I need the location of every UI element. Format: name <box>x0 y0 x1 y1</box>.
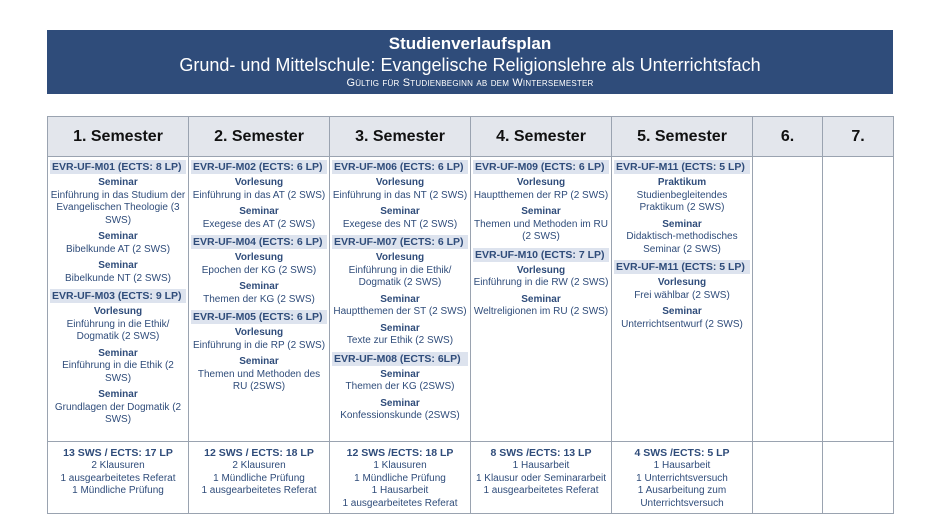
course-type: Vorlesung <box>375 252 425 263</box>
exam-item: 2 Klausuren <box>91 460 145 471</box>
course-type: Praktikum <box>657 177 707 188</box>
module-code-badge: EVR-UF-M09 (ECTS: 6 LP) <box>473 160 609 174</box>
semester-header: 2. Semester <box>189 117 330 157</box>
module-row <box>48 157 894 442</box>
module-code-badge: EVR-UF-M07 (ECTS: 6 LP) <box>332 235 468 249</box>
exam-item: 1 ausgearbeitetes Referat <box>483 485 599 496</box>
title-banner <box>47 30 893 94</box>
module-code-badge: EVR-UF-M11 (ECTS: 5 LP) <box>614 160 750 174</box>
course-entry <box>191 281 327 306</box>
course-type: Seminar <box>98 260 138 271</box>
module-code-badge: EVR-UF-M11 (ECTS: 5 LP) <box>614 260 750 274</box>
course-description: Themen der KG (2SWS) <box>345 381 455 392</box>
course-description: Themen und Methoden im RU (2 SWS) <box>474 218 608 242</box>
semester-summary <box>823 442 893 444</box>
course-entry <box>332 369 468 394</box>
module-code-badge: EVR-UF-M06 (ECTS: 6 LP) <box>332 160 468 174</box>
course-description: Hauptthemen der ST (2 SWS) <box>333 306 467 317</box>
page-title: Studienverlaufsplan <box>388 34 552 53</box>
course-entry <box>50 389 186 427</box>
exam-item: 1 ausgearbeitetes Referat <box>201 485 317 496</box>
course-description: Bibelkunde AT (2 SWS) <box>65 243 171 255</box>
course-type: Seminar <box>380 206 420 217</box>
course-entry <box>191 252 327 277</box>
course-entry <box>614 277 750 302</box>
semester-header-row <box>48 117 894 157</box>
course-entry <box>614 306 750 331</box>
course-description: Studienbegleitendes Praktikum (2 SWS) <box>636 189 728 213</box>
semester-modules <box>189 157 329 394</box>
exam-item: 1 Klausur oder Seminararbeit <box>475 472 607 484</box>
semester-summary <box>471 442 611 498</box>
course-entry <box>473 177 609 202</box>
course-type: Seminar <box>98 347 138 359</box>
course-entry <box>473 206 609 244</box>
exam-item: 1 Ausarbeitung zum Unterrichtsversuch <box>637 485 727 509</box>
course-type: Seminar <box>662 218 702 230</box>
course-description: Einführung in das AT (2 SWS) <box>192 189 326 201</box>
course-type: Vorlesung <box>234 177 284 188</box>
semester-header: 4. Semester <box>471 117 612 157</box>
module-code-badge: EVR-UF-M05 (ECTS: 6 LP) <box>191 310 327 324</box>
course-description: Exegese des AT (2 SWS) <box>202 218 316 230</box>
module-code-badge: EVR-UF-M04 (ECTS: 6 LP) <box>191 235 327 249</box>
course-type: Seminar <box>98 177 138 188</box>
semester-summary-cell <box>471 442 612 514</box>
semester-modules <box>753 157 822 159</box>
semester-cell <box>753 157 823 442</box>
semester-summary-cell <box>330 442 471 514</box>
exam-item: 1 Mündliche Prüfung <box>72 485 164 496</box>
semester-header: 6. <box>753 117 823 157</box>
course-entry <box>332 206 468 231</box>
exam-item: 1 Hausarbeit <box>512 460 570 471</box>
course-description: Exegese des NT (2 SWS) <box>342 218 458 230</box>
course-entry <box>191 356 327 394</box>
study-plan-table <box>47 116 894 514</box>
course-entry <box>614 219 750 257</box>
course-entry <box>332 177 468 202</box>
course-type: Seminar <box>239 281 279 292</box>
semester-summary-cell <box>823 442 894 514</box>
semester-header: 3. Semester <box>330 117 471 157</box>
course-entry <box>191 177 327 202</box>
semester-modules <box>330 157 470 423</box>
course-description: Themen der KG (2 SWS) <box>203 293 315 305</box>
exam-item: 1 Mündliche Prüfung <box>354 472 446 484</box>
course-description: Einführung in die Ethik/ Dogmatik (2 SWS) <box>66 318 170 342</box>
semester-cell <box>823 157 894 442</box>
page-subtitle: Grund- und Mittelschule: Evangelische Religionslehre als Unterrichtsfach <box>179 55 761 75</box>
exam-item: 1 ausgearbeitetes Referat <box>342 497 458 509</box>
exam-item: 1 Mündliche Prüfung <box>213 472 305 484</box>
course-description: Einführung in die Ethik (2 SWS) <box>62 360 174 384</box>
course-description: Texte zur Ethik (2 SWS) <box>346 335 454 346</box>
course-description: Einführung in das Studium der Evangelischen Theologie (3 SWS) <box>50 189 186 226</box>
course-description: Themen und Methoden des RU (2SWS) <box>197 368 321 392</box>
course-entry <box>50 231 186 256</box>
module-code-badge: EVR-UF-M08 (ECTS: 6LP) <box>332 352 468 366</box>
exam-item: 2 Klausuren <box>232 460 286 471</box>
module-code-badge: EVR-UF-M03 (ECTS: 9 LP) <box>50 289 186 303</box>
course-description: Hauptthemen der RP (2 SWS) <box>473 189 609 201</box>
course-type: Seminar <box>380 322 420 334</box>
semester-summary-cell <box>612 442 753 514</box>
course-entry <box>50 306 186 344</box>
sws-ects-total: 8 SWS /ECTS: 13 LP <box>490 447 592 459</box>
course-description: Frei wählbar (2 SWS) <box>634 289 730 301</box>
course-type: Seminar <box>380 293 420 305</box>
course-description: Konfessionskunde (2SWS) <box>340 410 460 421</box>
validity-note: Gültig für Studienbeginn ab dem Wintersemester <box>346 77 594 89</box>
course-entry <box>191 327 327 352</box>
sws-ects-total: 12 SWS / ECTS: 18 LP <box>204 447 314 459</box>
semester-header: 7. <box>823 117 894 157</box>
course-entry <box>614 177 750 215</box>
semester-summary <box>189 442 329 498</box>
course-entry <box>332 294 468 319</box>
course-type: Vorlesung <box>657 277 707 288</box>
semester-summary <box>48 442 188 498</box>
course-description: Weltreligionen im RU (2 SWS) <box>473 306 609 317</box>
exam-item: 1 ausgearbeitetes Referat <box>60 472 176 484</box>
course-type: Vorlesung <box>516 177 566 188</box>
course-entry <box>332 323 468 348</box>
semester-header: 5. Semester <box>612 117 753 157</box>
course-description: Grundlagen der Dogmatik (2 SWS) <box>54 401 182 425</box>
summary-row <box>48 442 894 514</box>
semester-summary <box>330 442 470 510</box>
semester-modules <box>471 157 611 319</box>
semester-cell <box>48 157 189 442</box>
course-type: Vorlesung <box>93 306 143 317</box>
semester-cell <box>471 157 612 442</box>
course-entry <box>473 265 609 290</box>
course-type: Seminar <box>662 306 702 317</box>
module-code-badge: EVR-UF-M02 (ECTS: 6 LP) <box>191 160 327 174</box>
course-description: Einführung in die RP (2 SWS) <box>192 339 326 351</box>
course-entry <box>332 252 468 290</box>
semester-summary <box>612 442 752 510</box>
course-entry <box>50 260 186 285</box>
semester-modules <box>48 157 188 427</box>
course-type: Seminar <box>521 293 561 305</box>
module-code-badge: EVR-UF-M01 (ECTS: 8 LP) <box>50 160 186 174</box>
semester-cell <box>330 157 471 442</box>
course-description: Einführung in das NT (2 SWS) <box>332 189 468 201</box>
semester-summary-cell <box>189 442 330 514</box>
course-type: Seminar <box>380 397 420 409</box>
semester-modules <box>823 157 893 159</box>
semester-summary-cell <box>48 442 189 514</box>
exam-item: 1 Klausuren <box>373 460 427 471</box>
course-type: Seminar <box>380 368 420 380</box>
course-description: Epochen der KG (2 SWS) <box>201 264 317 276</box>
course-type: Seminar <box>239 356 279 367</box>
course-entry <box>332 398 468 423</box>
semester-cell <box>612 157 753 442</box>
exam-item: 1 Hausarbeit <box>653 460 711 471</box>
course-description: Bibelkunde NT (2 SWS) <box>65 272 171 284</box>
course-entry <box>50 348 186 386</box>
semester-cell <box>189 157 330 442</box>
sws-ects-total: 4 SWS /ECTS: 5 LP <box>634 447 730 459</box>
course-type: Seminar <box>521 206 561 217</box>
course-type: Seminar <box>98 389 138 400</box>
course-type: Vorlesung <box>234 252 284 263</box>
semester-summary-cell <box>753 442 823 514</box>
course-type: Seminar <box>239 206 279 217</box>
course-entry <box>473 294 609 319</box>
course-type: Seminar <box>98 231 138 242</box>
course-entry <box>50 177 186 227</box>
sws-ects-total: 13 SWS / ECTS: 17 LP <box>63 447 173 459</box>
course-description: Einführung in die Ethik/ Dogmatik (2 SWS) <box>348 264 452 288</box>
semester-modules <box>612 157 752 331</box>
course-description: Unterrichtsentwurf (2 SWS) <box>621 318 743 330</box>
exam-item: 1 Unterrichtsversuch <box>636 472 728 484</box>
course-type: Vorlesung <box>516 264 566 276</box>
semester-header: 1. Semester <box>48 117 189 157</box>
semester-summary <box>753 442 822 444</box>
course-type: Vorlesung <box>234 327 284 338</box>
course-description: Einführung in die RW (2 SWS) <box>473 277 609 288</box>
module-code-badge: EVR-UF-M10 (ECTS: 7 LP) <box>473 248 609 262</box>
exam-item: 1 Hausarbeit <box>371 485 429 496</box>
sws-ects-total: 12 SWS /ECTS: 18 LP <box>346 447 454 459</box>
course-entry <box>191 206 327 231</box>
course-type: Vorlesung <box>375 177 425 188</box>
course-description: Didaktisch-methodisches Seminar (2 SWS) <box>626 231 738 255</box>
